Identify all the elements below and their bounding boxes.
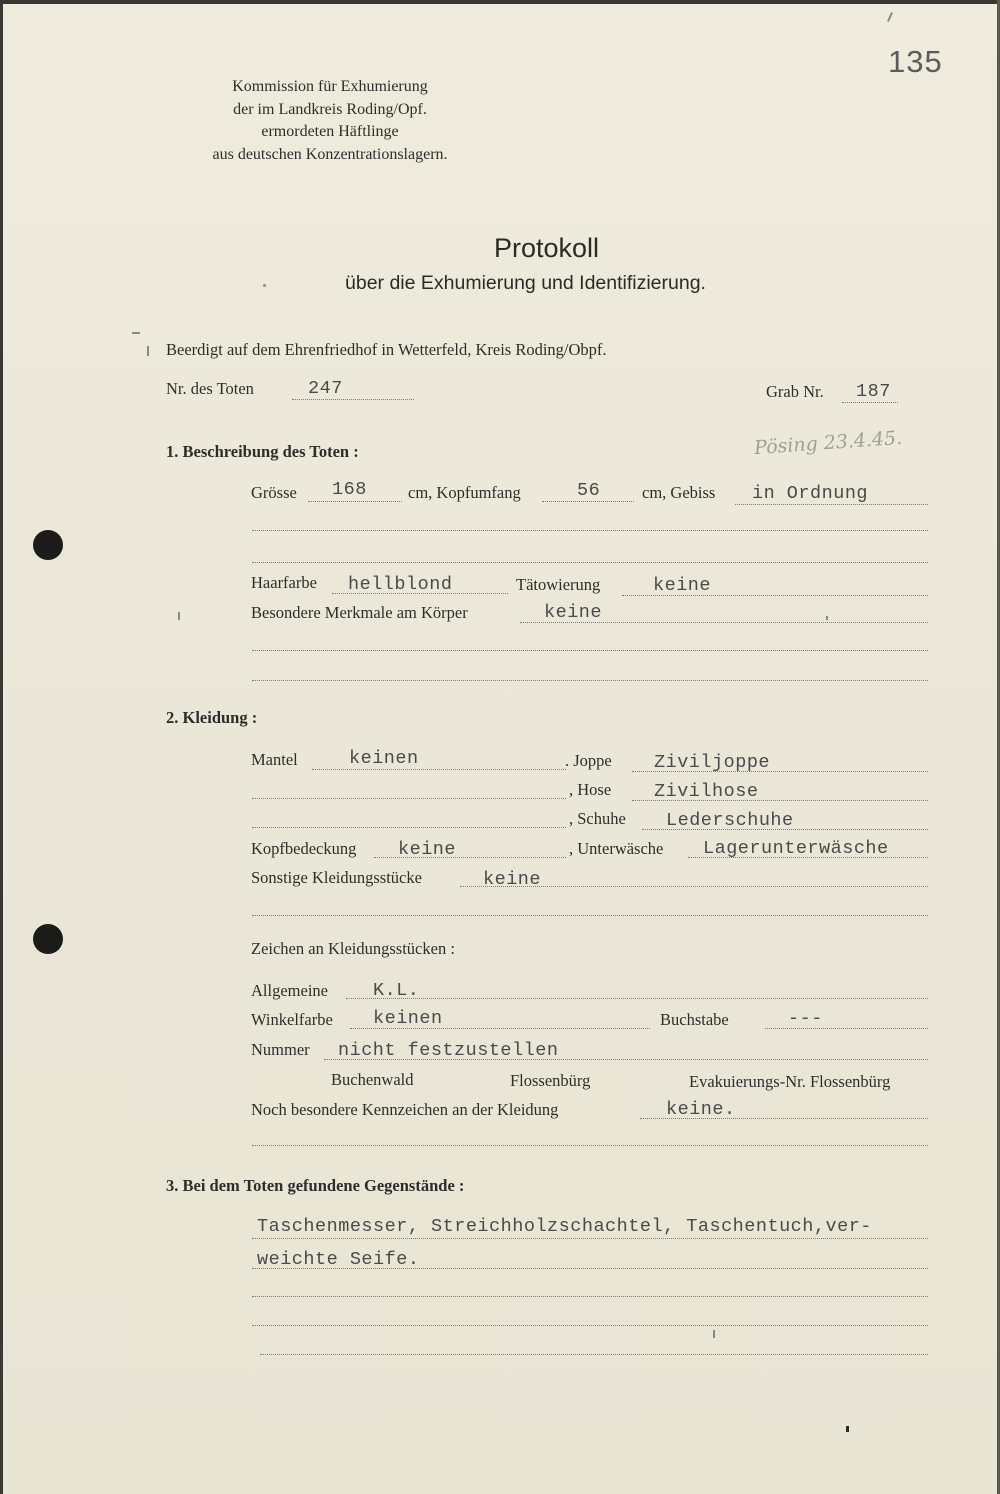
scan-mark bbox=[846, 1426, 849, 1432]
dotted-line bbox=[542, 501, 634, 502]
underwear-value: Lagerunterwäsche bbox=[703, 838, 889, 859]
camp-buchenwald: Buchenwald bbox=[331, 1070, 414, 1089]
commission-header bbox=[180, 76, 480, 166]
letter-value: --- bbox=[788, 1008, 823, 1029]
tattoo-label: Tätowierung bbox=[516, 575, 601, 594]
section-3-heading: 3. Bei dem Toten gefundene Gegenstände : bbox=[166, 1176, 465, 1195]
dotted-line bbox=[252, 530, 928, 531]
body-marks-label: Besondere Merkmale am Körper bbox=[251, 603, 468, 622]
punch-hole-icon bbox=[33, 530, 63, 560]
other-clothing-label: Sonstige Kleidungsstücke bbox=[251, 868, 422, 887]
handwritten-note: Pösing 23.4.45. bbox=[753, 426, 903, 460]
scan-mark bbox=[147, 346, 149, 356]
jacket-value: Ziviljoppe bbox=[654, 752, 771, 773]
dotted-line bbox=[292, 399, 414, 400]
body-marks-value: keine bbox=[544, 602, 603, 623]
scan-edge bbox=[0, 0, 1000, 4]
camp-flossenburg: Flossenbürg bbox=[510, 1071, 591, 1090]
dead-number-value: 247 bbox=[308, 378, 343, 399]
grave-number-label: Grab Nr. bbox=[766, 382, 824, 401]
dotted-line bbox=[842, 402, 898, 403]
height-value: 168 bbox=[332, 479, 367, 500]
document-title: Protokoll bbox=[494, 233, 600, 263]
number-label: Nummer bbox=[251, 1040, 310, 1059]
height-label: Grösse bbox=[251, 483, 297, 502]
number-value: nicht festzustellen bbox=[338, 1040, 559, 1061]
evacuation-number-label: Evakuierungs-Nr. Flossenbürg bbox=[689, 1072, 891, 1091]
dotted-line bbox=[252, 827, 566, 828]
dotted-line bbox=[252, 680, 928, 681]
winkel-color-label: Winkelfarbe bbox=[251, 1010, 333, 1029]
page-number: 135 bbox=[888, 44, 943, 79]
punch-hole-icon bbox=[33, 924, 63, 954]
headwear-label: Kopfbedeckung bbox=[251, 839, 357, 858]
found-items-line-2: weichte Seife. bbox=[257, 1249, 420, 1270]
header-line: aus deutschen Konzentrationslagern. bbox=[212, 145, 448, 163]
dotted-line bbox=[252, 1145, 928, 1146]
dotted-line bbox=[252, 798, 566, 799]
dotted-line bbox=[260, 1354, 928, 1355]
scan-mark bbox=[887, 12, 893, 22]
shoes-label: , Schuhe bbox=[569, 809, 626, 828]
special-marks-label: Noch besondere Kennzeichen an der Kleidung bbox=[251, 1100, 559, 1119]
tattoo-value: keine bbox=[653, 575, 712, 596]
trousers-value: Zivilhose bbox=[654, 781, 759, 802]
general-value: K.L. bbox=[373, 980, 420, 1001]
dotted-line bbox=[252, 1238, 928, 1239]
dotted-line bbox=[312, 769, 566, 770]
header-line: der im Landkreis Roding/Opf. bbox=[233, 100, 427, 118]
other-clothing-value: keine bbox=[483, 869, 542, 890]
head-circumference-value: 56 bbox=[577, 480, 601, 501]
hair-color-label: Haarfarbe bbox=[251, 573, 317, 592]
teeth-value: in Ordnung bbox=[752, 483, 869, 504]
scan-mark bbox=[178, 612, 180, 620]
document-subtitle: über die Exhumierung und Identifizierung. bbox=[345, 272, 706, 294]
scan-mark bbox=[132, 332, 140, 334]
dotted-line bbox=[252, 1325, 928, 1326]
clothing-marks-heading: Zeichen an Kleidungsstücken : bbox=[251, 939, 455, 958]
dotted-line bbox=[252, 562, 928, 563]
dotted-line bbox=[735, 504, 928, 505]
headwear-value: keine bbox=[398, 839, 457, 860]
winkel-color-value: keinen bbox=[373, 1008, 443, 1029]
scan-mark bbox=[263, 284, 266, 287]
dotted-line bbox=[252, 650, 928, 651]
shoes-value: Lederschuhe bbox=[666, 810, 794, 831]
section-2-heading: 2. Kleidung : bbox=[166, 708, 258, 727]
scan-edge bbox=[0, 0, 3, 1494]
coat-value: keinen bbox=[349, 748, 419, 769]
hair-color-value: hellblond bbox=[348, 574, 453, 595]
scan-mark bbox=[713, 1330, 715, 1338]
header-line: Kommission für Exhumierung bbox=[232, 78, 428, 95]
dotted-line bbox=[308, 501, 402, 502]
scan-mark bbox=[826, 616, 828, 620]
head-circumference-label: cm, Kopfumfang bbox=[408, 483, 521, 502]
dotted-line bbox=[346, 998, 928, 999]
dotted-line bbox=[252, 1296, 928, 1297]
underwear-label: , Unterwäsche bbox=[569, 839, 664, 858]
section-1-heading: 1. Beschreibung des Toten : bbox=[166, 442, 359, 461]
dotted-line bbox=[252, 915, 928, 916]
grave-number-value: 187 bbox=[856, 381, 891, 402]
found-items-line-1: Taschenmesser, Streichholzschachtel, Taschentuch,ver- bbox=[257, 1216, 872, 1237]
special-marks-value: keine. bbox=[666, 1099, 736, 1120]
burial-location: Beerdigt auf dem Ehrenfriedhof in Wetterfeld, Kreis Roding/Obpf. bbox=[166, 340, 607, 359]
dead-number-label: Nr. des Toten bbox=[166, 379, 254, 398]
letter-label: Buchstabe bbox=[660, 1010, 729, 1029]
teeth-label: cm, Gebiss bbox=[642, 483, 716, 502]
general-label: Allgemeine bbox=[251, 981, 328, 1000]
header-line: ermordeten Häftlinge bbox=[261, 123, 399, 140]
trousers-label: , Hose bbox=[569, 780, 612, 799]
jacket-label: . Joppe bbox=[565, 751, 612, 770]
coat-label: Mantel bbox=[251, 750, 298, 769]
